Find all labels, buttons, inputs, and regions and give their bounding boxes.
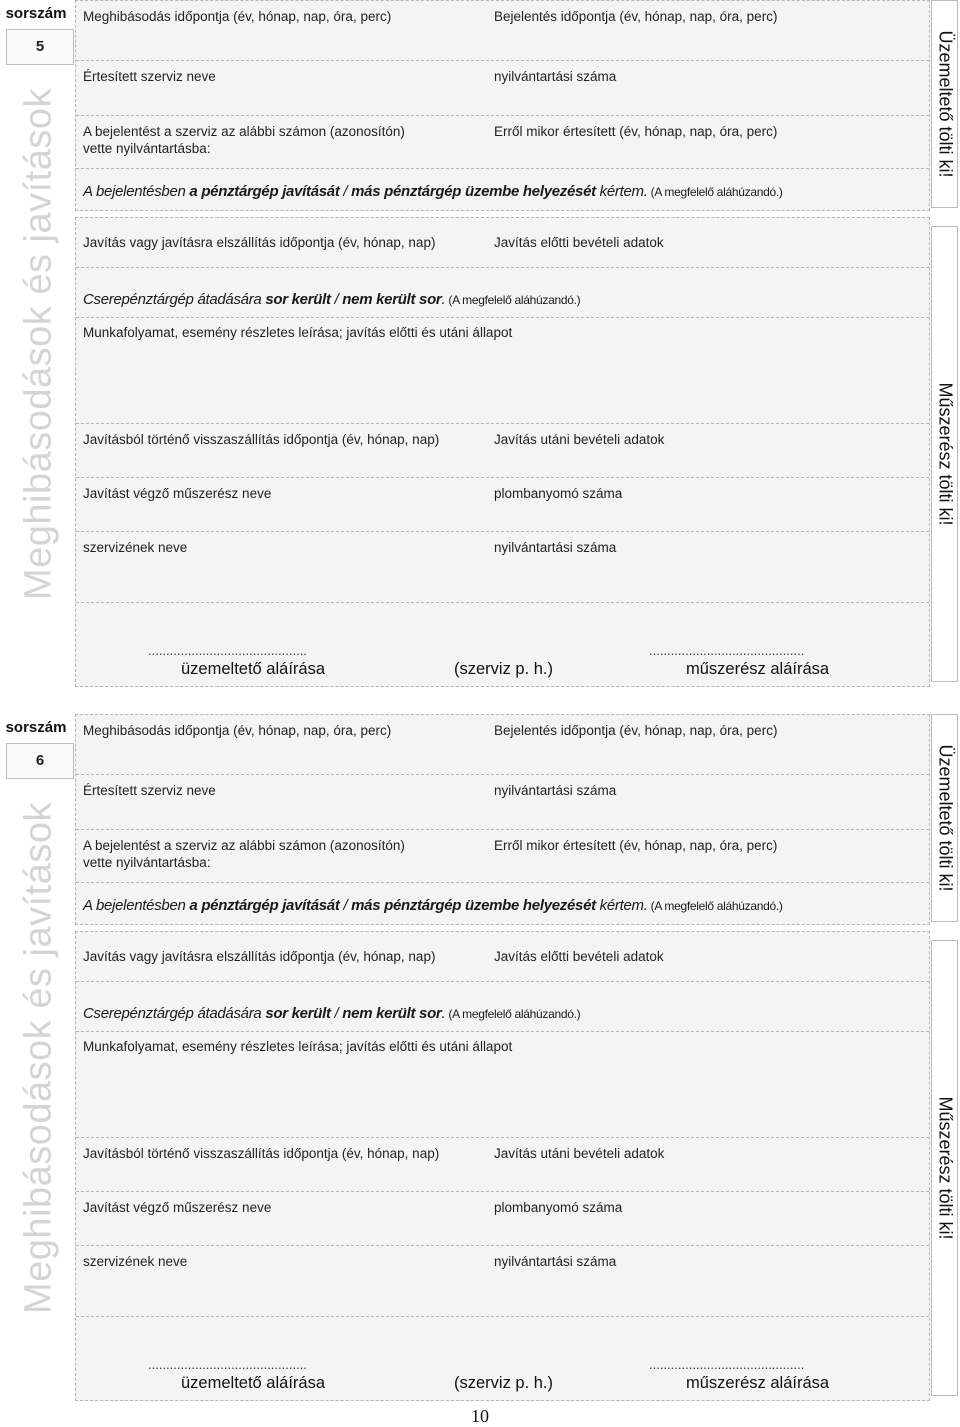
reference-number-label-line1: A bejelentést a szerviz az alábbi számon (azonosítón): [83, 124, 405, 139]
work-description-label: Munkafolyamat, esemény részletes leírása; javítás előtti és utáni állapot: [83, 1039, 513, 1054]
technician-name-label: Javítást végző műszerész neve: [83, 486, 272, 501]
post-repair-data-label: Javítás utáni bevételi adatok: [494, 432, 665, 447]
work-description-label: Munkafolyamat, esemény részletes leírása; javítás előtti és utáni állapot: [83, 325, 513, 340]
notified-service-label: Értesített szerviz neve: [83, 69, 216, 84]
return-time-label: Javításból történő visszaszállítás időpontja (év, hónap, nap): [83, 1146, 440, 1161]
sorszam-value: 6: [6, 743, 74, 779]
signature-dots-left: ............................................: [148, 643, 307, 658]
replacement-statement: Cserepénztárgép átadására sor került / nem került sor. (A megfelelő aláhúzandó.): [83, 291, 581, 308]
seal-number-label: plombanyomó száma: [494, 486, 623, 501]
notified-service-label: Értesített szerviz neve: [83, 783, 216, 798]
technician-name-label: Javítást végző műszerész neve: [83, 1200, 272, 1215]
signature-dots-left: ............................................: [148, 1357, 307, 1372]
notified-when-label: Erről mikor értesített (év, hónap, nap, óra, perc): [494, 124, 778, 139]
service-registration-label: nyilvántartási száma: [494, 540, 617, 555]
operator-signature-label: üzemeltető aláírása: [181, 660, 325, 678]
post-repair-data-label: Javítás utáni bevételi adatok: [494, 1146, 665, 1161]
technician-signature-label: műszerész aláírása: [686, 660, 830, 678]
registration-number-label: nyilvántartási száma: [494, 783, 617, 798]
repair-time-label: Javítás vagy javításra elszállítás időpontja (év, hónap, nap): [83, 235, 436, 250]
technician-signature-label: műszerész aláírása: [686, 1374, 830, 1392]
operator-fills-tab: Üzemeltető tölti ki!: [931, 714, 958, 922]
reference-number-label-line1: A bejelentést a szerviz az alábbi számon (azonosítón): [83, 838, 405, 853]
sorszam-label: sorszám: [5, 719, 67, 736]
service-name-label: szervizének neve: [83, 540, 188, 555]
report-time-label: Bejelentés időpontja (év, hónap, nap, óra, perc): [494, 723, 778, 738]
replacement-statement: Cserepénztárgép átadására sor került / nem került sor. (A megfelelő aláhúzandó.): [83, 1005, 581, 1022]
pre-repair-data-label: Javítás előtti bevételi adatok: [494, 235, 664, 250]
return-time-label: Javításból történő visszaszállítás időpontja (év, hónap, nap): [83, 432, 440, 447]
notified-when-label: Erről mikor értesített (év, hónap, nap, óra, perc): [494, 838, 778, 853]
sorszam-label: sorszám: [5, 5, 67, 22]
reference-number-label-line2: vette nyilvántartásba:: [83, 141, 211, 156]
repair-record-block: [0, 0, 960, 688]
operator-section: [75, 0, 930, 211]
reference-number-label-line2: vette nyilvántartásba:: [83, 855, 211, 870]
seal-number-label: plombanyomó száma: [494, 1200, 623, 1215]
technician-fills-tab: Műszerész tölti ki!: [931, 940, 958, 1396]
sorszam-value: 5: [6, 29, 74, 65]
pre-repair-data-label: Javítás előtti bevételi adatok: [494, 949, 664, 964]
repair-record-block: [0, 714, 960, 1402]
section-side-title: Meghibásodások és javítások: [17, 87, 60, 601]
service-stamp-label: (szerviz p. h.): [454, 1374, 554, 1392]
technician-fills-tab: Műszerész tölti ki!: [931, 226, 958, 682]
service-registration-label: nyilvántartási száma: [494, 1254, 617, 1269]
signature-dots-right: ...........................................: [649, 1357, 805, 1372]
service-name-label: szervizének neve: [83, 1254, 188, 1269]
page-number: 10: [471, 1406, 489, 1426]
operator-fills-tab: Üzemeltető tölti ki!: [931, 0, 958, 208]
registration-number-label: nyilvántartási száma: [494, 69, 617, 84]
signature-dots-right: ...........................................: [649, 643, 805, 658]
operator-signature-label: üzemeltető aláírása: [181, 1374, 325, 1392]
service-stamp-label: (szerviz p. h.): [454, 660, 554, 678]
operator-section: [75, 714, 930, 925]
report-time-label: Bejelentés időpontja (év, hónap, nap, óra, perc): [494, 9, 778, 24]
request-type-statement: A bejelentésben a pénztárgép javítását / más pénztárgép üzembe helyezését kértem. (A megfelelő aláhúzandó.): [83, 183, 783, 200]
repair-time-label: Javítás vagy javításra elszállítás időpontja (év, hónap, nap): [83, 949, 436, 964]
failure-time-label: Meghibásodás időpontja (év, hónap, nap, óra, perc): [83, 723, 392, 738]
request-type-statement: A bejelentésben a pénztárgép javítását / más pénztárgép üzembe helyezését kértem. (A megfelelő aláhúzandó.): [83, 897, 783, 914]
failure-time-label: Meghibásodás időpontja (év, hónap, nap, óra, perc): [83, 9, 392, 24]
technician-section: [75, 217, 930, 687]
section-side-title: Meghibásodások és javítások: [17, 801, 60, 1315]
technician-section: [75, 931, 930, 1401]
